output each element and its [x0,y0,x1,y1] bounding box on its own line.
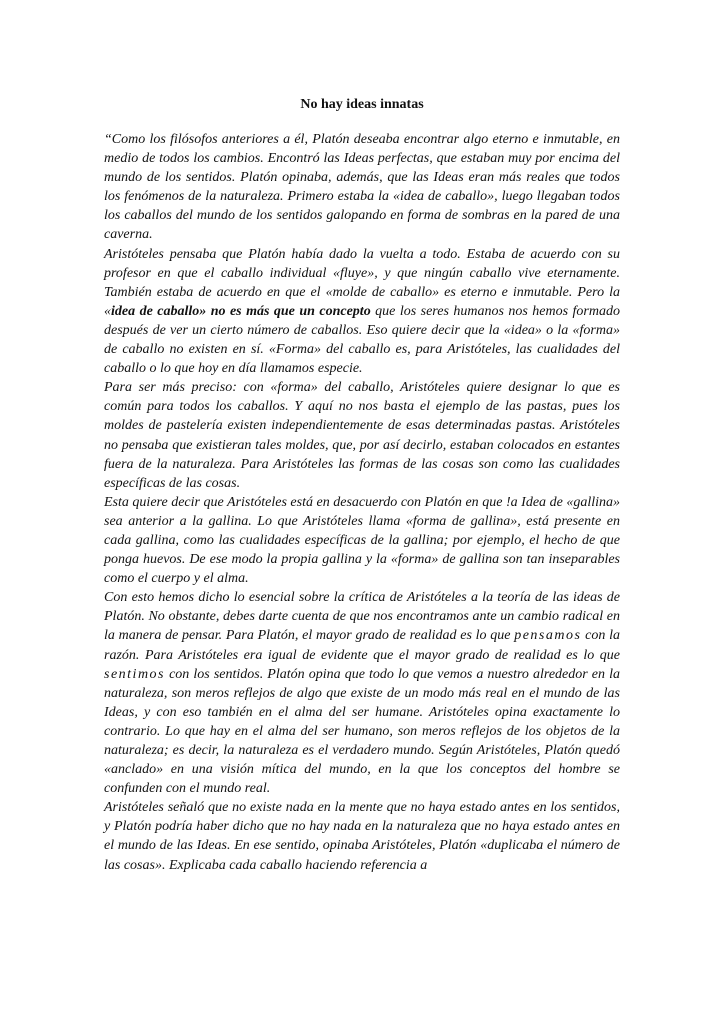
paragraph-text: que los seres humanos nos hemos formado después de ver un cierto número de caballos. Eso quiere decir que la «idea» o la «forma» de caballo no existen en sí. «Forma» del caballo es, para Aristóteles, las cualidades del caballo o lo que hoy en día llamamos especie. [104,303,620,377]
bold-emphasis: idea de caballo» no es más que un concepto [111,303,371,319]
paragraph-text: Esta quiere decir que Aristóteles está en desacuerdo con Platón en que !a Idea de «gallina» sea anterior a la gallina. Lo que Aristóteles llama «forma de gallina», está presente en cada gallina, como las cualidades específicas de la gallina; por ejemplo, el hecho de que ponga huevos. De ese modo la propia gallina y la «forma» de gallina son tan inseparables como el cuerpo y el alma. [104,494,620,587]
paragraph-critica [104,588,620,798]
document-title: No hay ideas innatas [300,97,424,112]
paragraph-text: Aristóteles pensaba que Platón había dado la vuelta a todo. Estaba de acuerdo con su profesor en que el caballo individual «fluye», y que ningún caballo vive eternamente. También estaba de acuerdo en que el «molde de caballo» es eterno e inmutable. Pero la « [104,246,620,319]
paragraph-text: con la razón. Para Aristóteles era igual de evidente que el mayor grado de realidad es lo que [104,628,620,663]
paragraph-gallina [104,493,620,588]
paragraph-forma-caballo [104,378,620,493]
paragraph-aristoteles-caballo [104,245,620,379]
paragraph-text: con los sentidos. Platón opina que todo lo que vemos a nuestro alrededor en la naturaleza, son meros reflejos de algo que existe de un modo más real en el mundo de las Ideas, y con eso también en el alma del ser humane. Aristóteles opina exactamente lo contrario. Lo que hay en el alma del ser humano, son meros reflejos de los objetos de la naturaleza; es decir, la naturaleza es el verdadero mundo. Según Aristóteles, Platón quedó «anclado» en una visión mítica del mundo, en la que los conceptos del hombre se confunden con el mundo real. [104,666,620,797]
paragraph-text: Para ser más preciso: con «forma» del caballo, Aristóteles quiere designar lo que es común para todos los caballos. Y aquí no nos basta el ejemplo de las pastas, pues los moldes de pastelería existen independientemente de esas determinadas pastas. Aristóteles no pensaba que existieran tales moldes, que, por así decirlo, estaban colocados en estantes fuera de la naturaleza. Para Aristóteles las formas de las cosas son como las cualidades específicas de las cosas. [104,380,620,491]
paragraph-text: “Como los filósofos anteriores a él, Platón deseaba encontrar algo eterno e inmutable, en medio de todos los cambios. Encontró las Ideas perfectas, que estaban muy por encima del mundo de los sentidos. Platón opinaba, además, que las Ideas eran más reales que todos los fenómenos de la naturaleza. Primero estaba la «idea de caballo», luego llegaban todos los caballos del mundo de los sentidos galopando en forma de sombras en la pared de una caverna. [104,132,620,243]
spaced-emphasis-pensamos: pensamos [514,628,582,644]
paragraph-sentidos [104,798,620,874]
paragraph-platon-ideas [104,130,620,245]
paragraph-text: Aristóteles señaló que no existe nada en la mente que no haya estado antes en los sentidos, y Platón podría haber dicho que no hay nada en la naturaleza que no haya estado antes en el mundo de las Ideas. En ese sentido, opinaba Aristóteles, Platón «duplicaba el número de las cosas». Explicaba cada caballo haciendo referencia a [104,800,620,873]
spaced-emphasis-sentimos: sentimos [104,666,165,682]
document-page [104,96,620,875]
paragraph-text: Con esto hemos dicho lo esencial sobre la crítica de Aristóteles a la teoría de las ideas de Platón. No obstante, debes darte cuenta de que nos encontramos ante un cambio radical en la manera de pensar. Para Platón, el mayor grado de realidad es lo que [104,590,620,644]
